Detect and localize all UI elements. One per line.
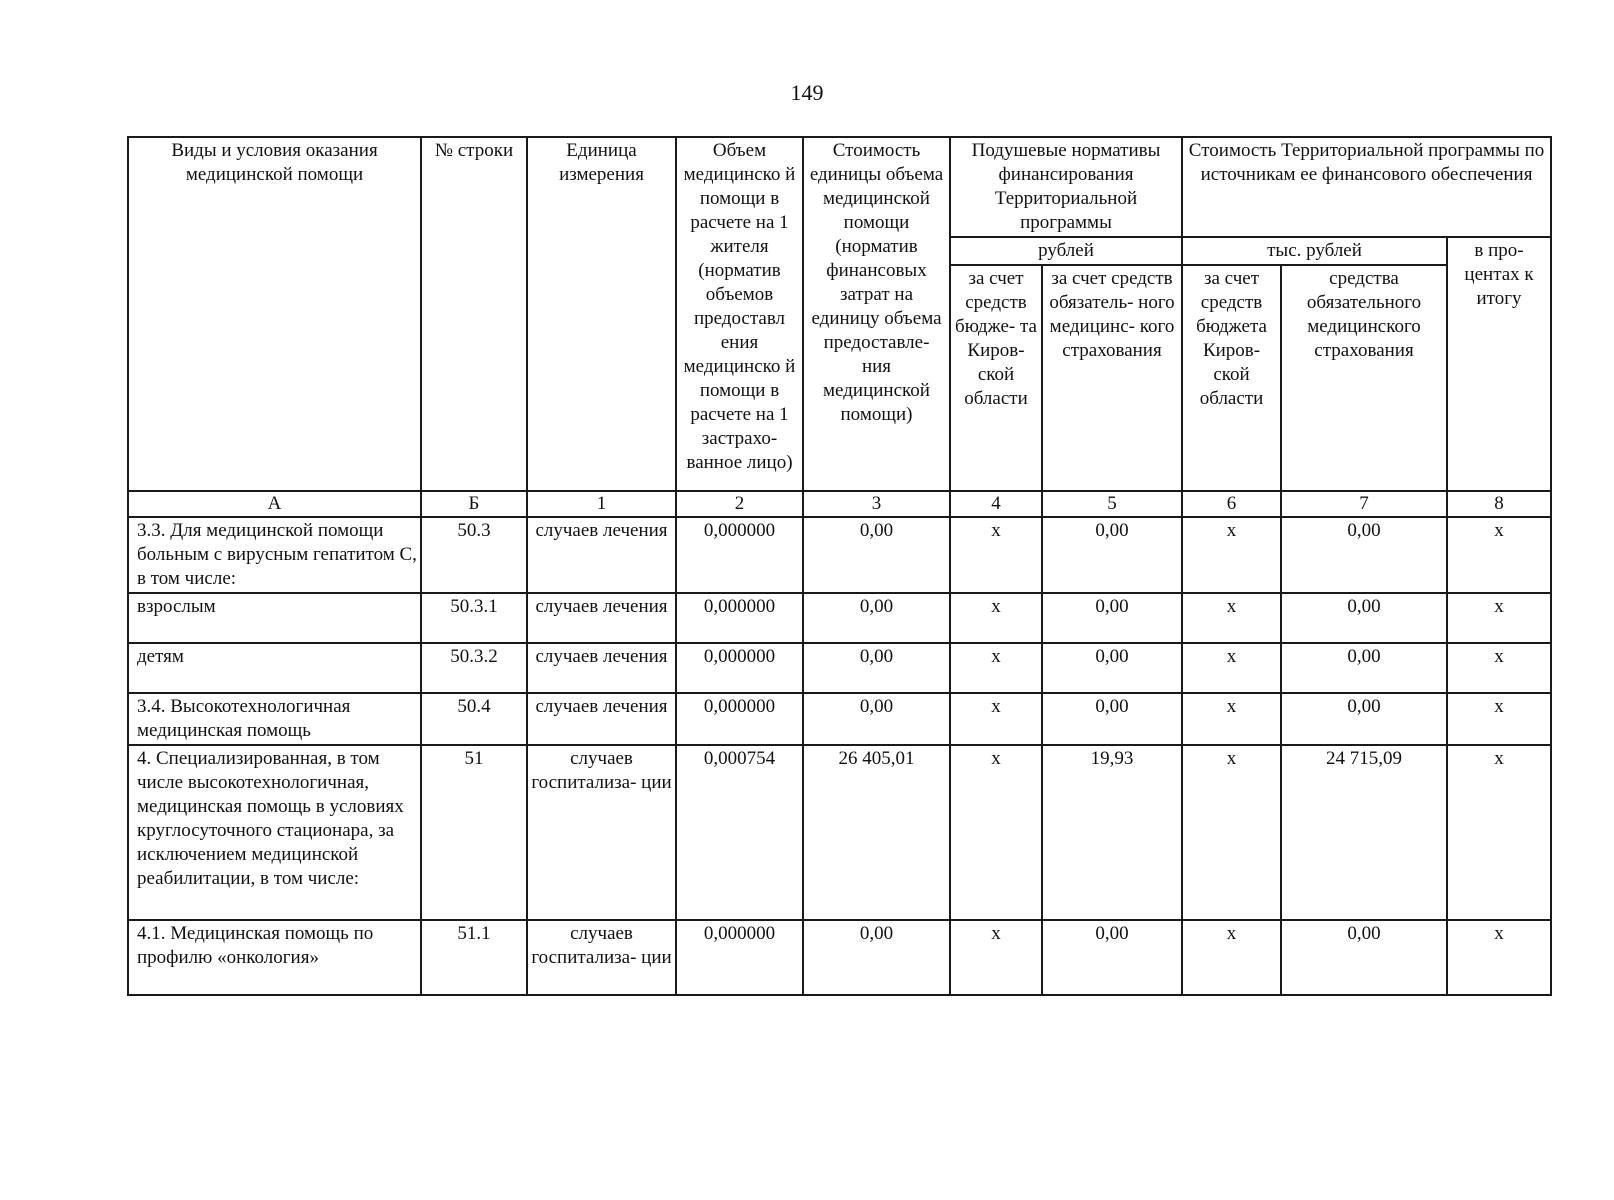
row-volume: 0,000000 (676, 920, 803, 995)
row-oms-rub: 0,00 (1042, 693, 1182, 745)
row-unit: случаев лечения (527, 517, 676, 593)
column-index: 8 (1447, 491, 1551, 517)
row-number: 50.4 (421, 693, 527, 745)
row-number: 50.3 (421, 517, 527, 593)
header-program-cost-group: Стоимость Территориальной программы по источникам ее финансового обеспечения (1182, 137, 1551, 237)
row-percent: х (1447, 517, 1551, 593)
header-oms-thousand: средства обязательного медицинского страхования (1281, 265, 1447, 491)
column-index: 7 (1281, 491, 1447, 517)
row-volume: 0,000000 (676, 643, 803, 693)
header-unit-rub: рублей (950, 237, 1182, 265)
row-oms-rub: 0,00 (1042, 517, 1182, 593)
row-name: 3.4. Высокотехнологичная медицинская помощь (128, 693, 421, 745)
table-row (128, 643, 1551, 693)
row-cost: 0,00 (803, 693, 950, 745)
row-oms-rub: 19,93 (1042, 745, 1182, 920)
row-budget-rub: х (950, 643, 1042, 693)
column-index: А (128, 491, 421, 517)
header-volume: Объем медицинско й помощи в расчете на 1 жителя (норматив объемов предоставл ения медицинско й помощи в расчете на 1 застрахо- ванное лицо) (676, 137, 803, 491)
row-unit: случаев лечения (527, 593, 676, 643)
table-row (128, 593, 1551, 643)
column-index: 1 (527, 491, 676, 517)
row-budget-rub: х (950, 593, 1042, 643)
row-percent: х (1447, 693, 1551, 745)
header-row-1 (128, 137, 1551, 237)
row-unit: случаев лечения (527, 643, 676, 693)
row-budget-rub: х (950, 517, 1042, 593)
header-percent: в про- центах к итогу (1447, 237, 1551, 491)
row-budget-rub: х (950, 745, 1042, 920)
column-index: 4 (950, 491, 1042, 517)
row-oms-rub: 0,00 (1042, 920, 1182, 995)
column-index-row (128, 491, 1551, 517)
header-oms-rub: за счет средств обязатель- ного медицинс- кого страхования (1042, 265, 1182, 491)
header-unit-cost: Стоимость единицы объема медицинской помощи (норматив финансовых затрат на единицу объема предоставле- ния медицинской помощи) (803, 137, 950, 491)
row-oms-rub: 0,00 (1042, 593, 1182, 643)
row-unit: случаев лечения (527, 693, 676, 745)
row-budget-thousand: х (1182, 920, 1281, 995)
column-index: 2 (676, 491, 803, 517)
row-oms-thousand: 24 715,09 (1281, 745, 1447, 920)
header-per-capita-group: Подушевые нормативы финансирования Территориальной программы (950, 137, 1182, 237)
row-name: взрослым (128, 593, 421, 643)
row-name: детям (128, 643, 421, 693)
row-unit: случаев госпитализа- ции (527, 920, 676, 995)
row-volume: 0,000754 (676, 745, 803, 920)
table-row (128, 517, 1551, 593)
header-budget-thousand: за счет средств бюджета Киров- ской области (1182, 265, 1281, 491)
page-number: 149 (790, 80, 824, 105)
row-oms-thousand: 0,00 (1281, 693, 1447, 745)
row-number: 50.3.2 (421, 643, 527, 693)
column-index: 3 (803, 491, 950, 517)
header-budget-rub: за счет средств бюдже- та Киров- ской области (950, 265, 1042, 491)
row-budget-thousand: х (1182, 517, 1281, 593)
row-percent: х (1447, 920, 1551, 995)
row-name: 4. Специализированная, в том числе высокотехнологичная, медицинская помощь в условиях круглосуточного стационара, за исключением медицинской реабилитации, в том числе: (128, 745, 421, 920)
row-percent: х (1447, 643, 1551, 693)
row-budget-thousand: х (1182, 745, 1281, 920)
row-budget-thousand: х (1182, 693, 1281, 745)
row-oms-thousand: 0,00 (1281, 517, 1447, 593)
column-index: 6 (1182, 491, 1281, 517)
row-cost: 0,00 (803, 920, 950, 995)
row-volume: 0,000000 (676, 593, 803, 643)
row-oms-thousand: 0,00 (1281, 593, 1447, 643)
row-cost: 0,00 (803, 643, 950, 693)
header-row-number: № строки (421, 137, 527, 491)
row-cost: 0,00 (803, 517, 950, 593)
row-percent: х (1447, 593, 1551, 643)
row-budget-thousand: х (1182, 593, 1281, 643)
row-budget-rub: х (950, 920, 1042, 995)
row-budget-rub: х (950, 693, 1042, 745)
row-number: 50.3.1 (421, 593, 527, 643)
row-name: 3.3. Для медицинской помощи больным с вирусным гепатитом С, в том числе: (128, 517, 421, 593)
row-number: 51 (421, 745, 527, 920)
row-cost: 0,00 (803, 593, 950, 643)
column-index: Б (421, 491, 527, 517)
row-oms-rub: 0,00 (1042, 643, 1182, 693)
row-volume: 0,000000 (676, 517, 803, 593)
row-oms-thousand: 0,00 (1281, 920, 1447, 995)
row-budget-thousand: х (1182, 643, 1281, 693)
table-row (128, 745, 1551, 920)
row-cost: 26 405,01 (803, 745, 950, 920)
row-name: 4.1. Медицинская помощь по профилю «онкология» (128, 920, 421, 995)
table-row (128, 693, 1551, 745)
table-row (128, 920, 1551, 995)
financing-table (127, 136, 1552, 996)
row-percent: х (1447, 745, 1551, 920)
row-number: 51.1 (421, 920, 527, 995)
row-unit: случаев госпитализа- ции (527, 745, 676, 920)
row-oms-thousand: 0,00 (1281, 643, 1447, 693)
header-unit-thousand-rub: тыс. рублей (1182, 237, 1447, 265)
column-index: 5 (1042, 491, 1182, 517)
row-volume: 0,000000 (676, 693, 803, 745)
header-type-of-care: Виды и условия оказания медицинской помощи (128, 137, 421, 491)
header-unit: Единица измерения (527, 137, 676, 491)
